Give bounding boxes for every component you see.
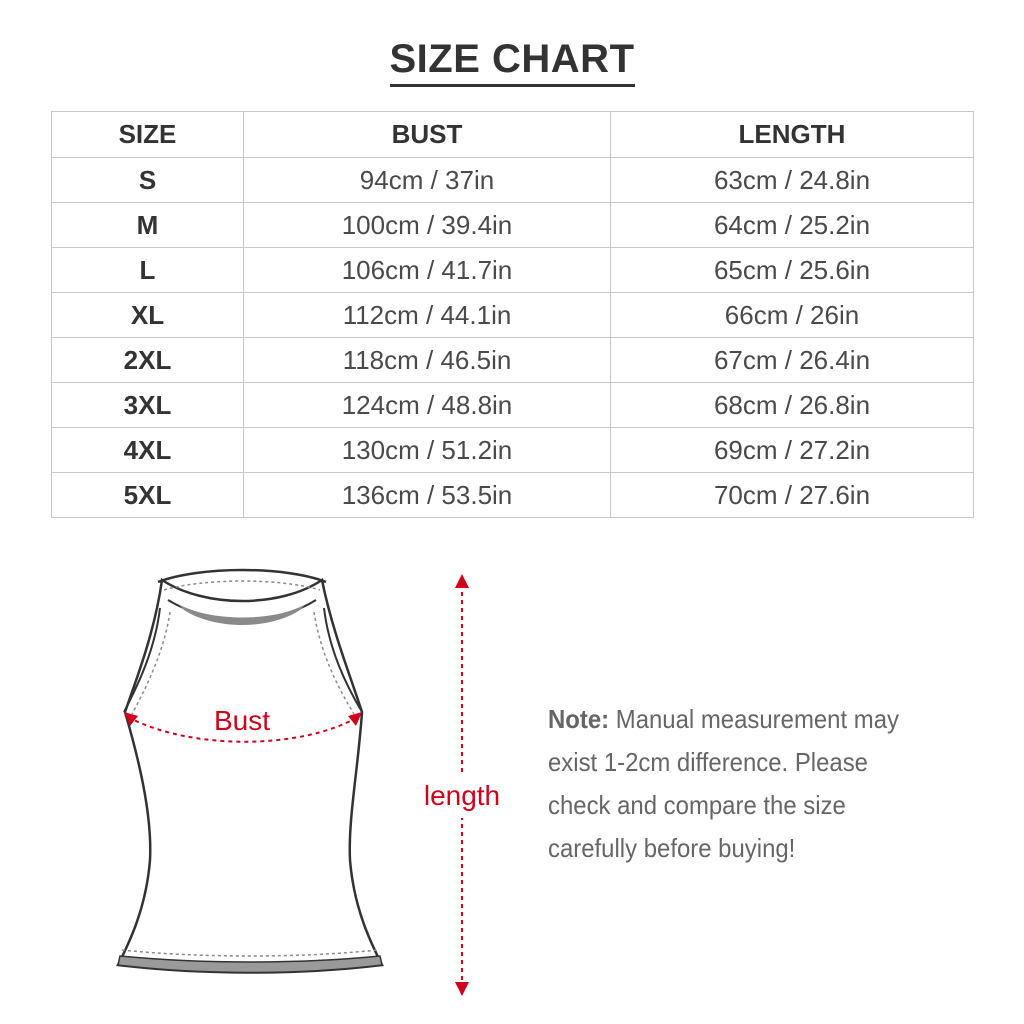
table-row (52, 473, 974, 518)
table-row (52, 158, 974, 203)
header-length: LENGTH (611, 112, 974, 158)
header-bust: BUST (244, 112, 611, 158)
bust-cell: 118cm / 46.5in (244, 338, 611, 383)
length-label: length (423, 780, 501, 811)
bust-cell: 106cm / 41.7in (244, 248, 611, 293)
size-cell: 3XL (52, 383, 244, 428)
table-row (52, 338, 974, 383)
bust-cell: 130cm / 51.2in (244, 428, 611, 473)
length-cell: 66cm / 26in (611, 293, 974, 338)
size-cell: M (52, 203, 244, 248)
length-cell: 68cm / 26.8in (611, 383, 974, 428)
size-cell: L (52, 248, 244, 293)
bust-cell: 100cm / 39.4in (244, 203, 611, 248)
bust-label: Bust (213, 705, 271, 736)
size-table (51, 111, 974, 518)
neckband-outer (158, 570, 326, 582)
measurement-note (548, 698, 934, 870)
size-cell: S (52, 158, 244, 203)
bust-cell: 94cm / 37in (244, 158, 611, 203)
length-cell: 63cm / 24.8in (611, 158, 974, 203)
length-cell: 64cm / 25.2in (611, 203, 974, 248)
size-cell: 2XL (52, 338, 244, 383)
table-row (52, 293, 974, 338)
length-cell: 67cm / 26.4in (611, 338, 974, 383)
table-row (52, 203, 974, 248)
garment-body-outline (118, 580, 382, 973)
table-header-row (52, 112, 974, 158)
length-arrow-top (455, 574, 469, 588)
neckband-stitch (164, 581, 320, 590)
table-row (52, 383, 974, 428)
size-chart-title (0, 36, 1024, 87)
header-size: SIZE (52, 112, 244, 158)
size-cell: XL (52, 293, 244, 338)
bust-cell: 136cm / 53.5in (244, 473, 611, 518)
note-text: Manual measurement may exist 1-2cm difference. Please check and compare the size carefully before buying! (548, 704, 899, 863)
length-cell: 70cm / 27.6in (611, 473, 974, 518)
note-label: Note: (548, 704, 610, 734)
size-cell: 4XL (52, 428, 244, 473)
length-cell: 69cm / 27.2in (611, 428, 974, 473)
length-cell: 65cm / 25.6in (611, 248, 974, 293)
size-cell: 5XL (52, 473, 244, 518)
tank-top-icon (100, 560, 540, 1000)
table-row (52, 428, 974, 473)
measurement-diagram (100, 560, 540, 1000)
table-row (52, 248, 974, 293)
length-arrow-bottom (455, 982, 469, 996)
bust-cell: 124cm / 48.8in (244, 383, 611, 428)
bust-cell: 112cm / 44.1in (244, 293, 611, 338)
title-text: SIZE CHART (390, 36, 635, 87)
